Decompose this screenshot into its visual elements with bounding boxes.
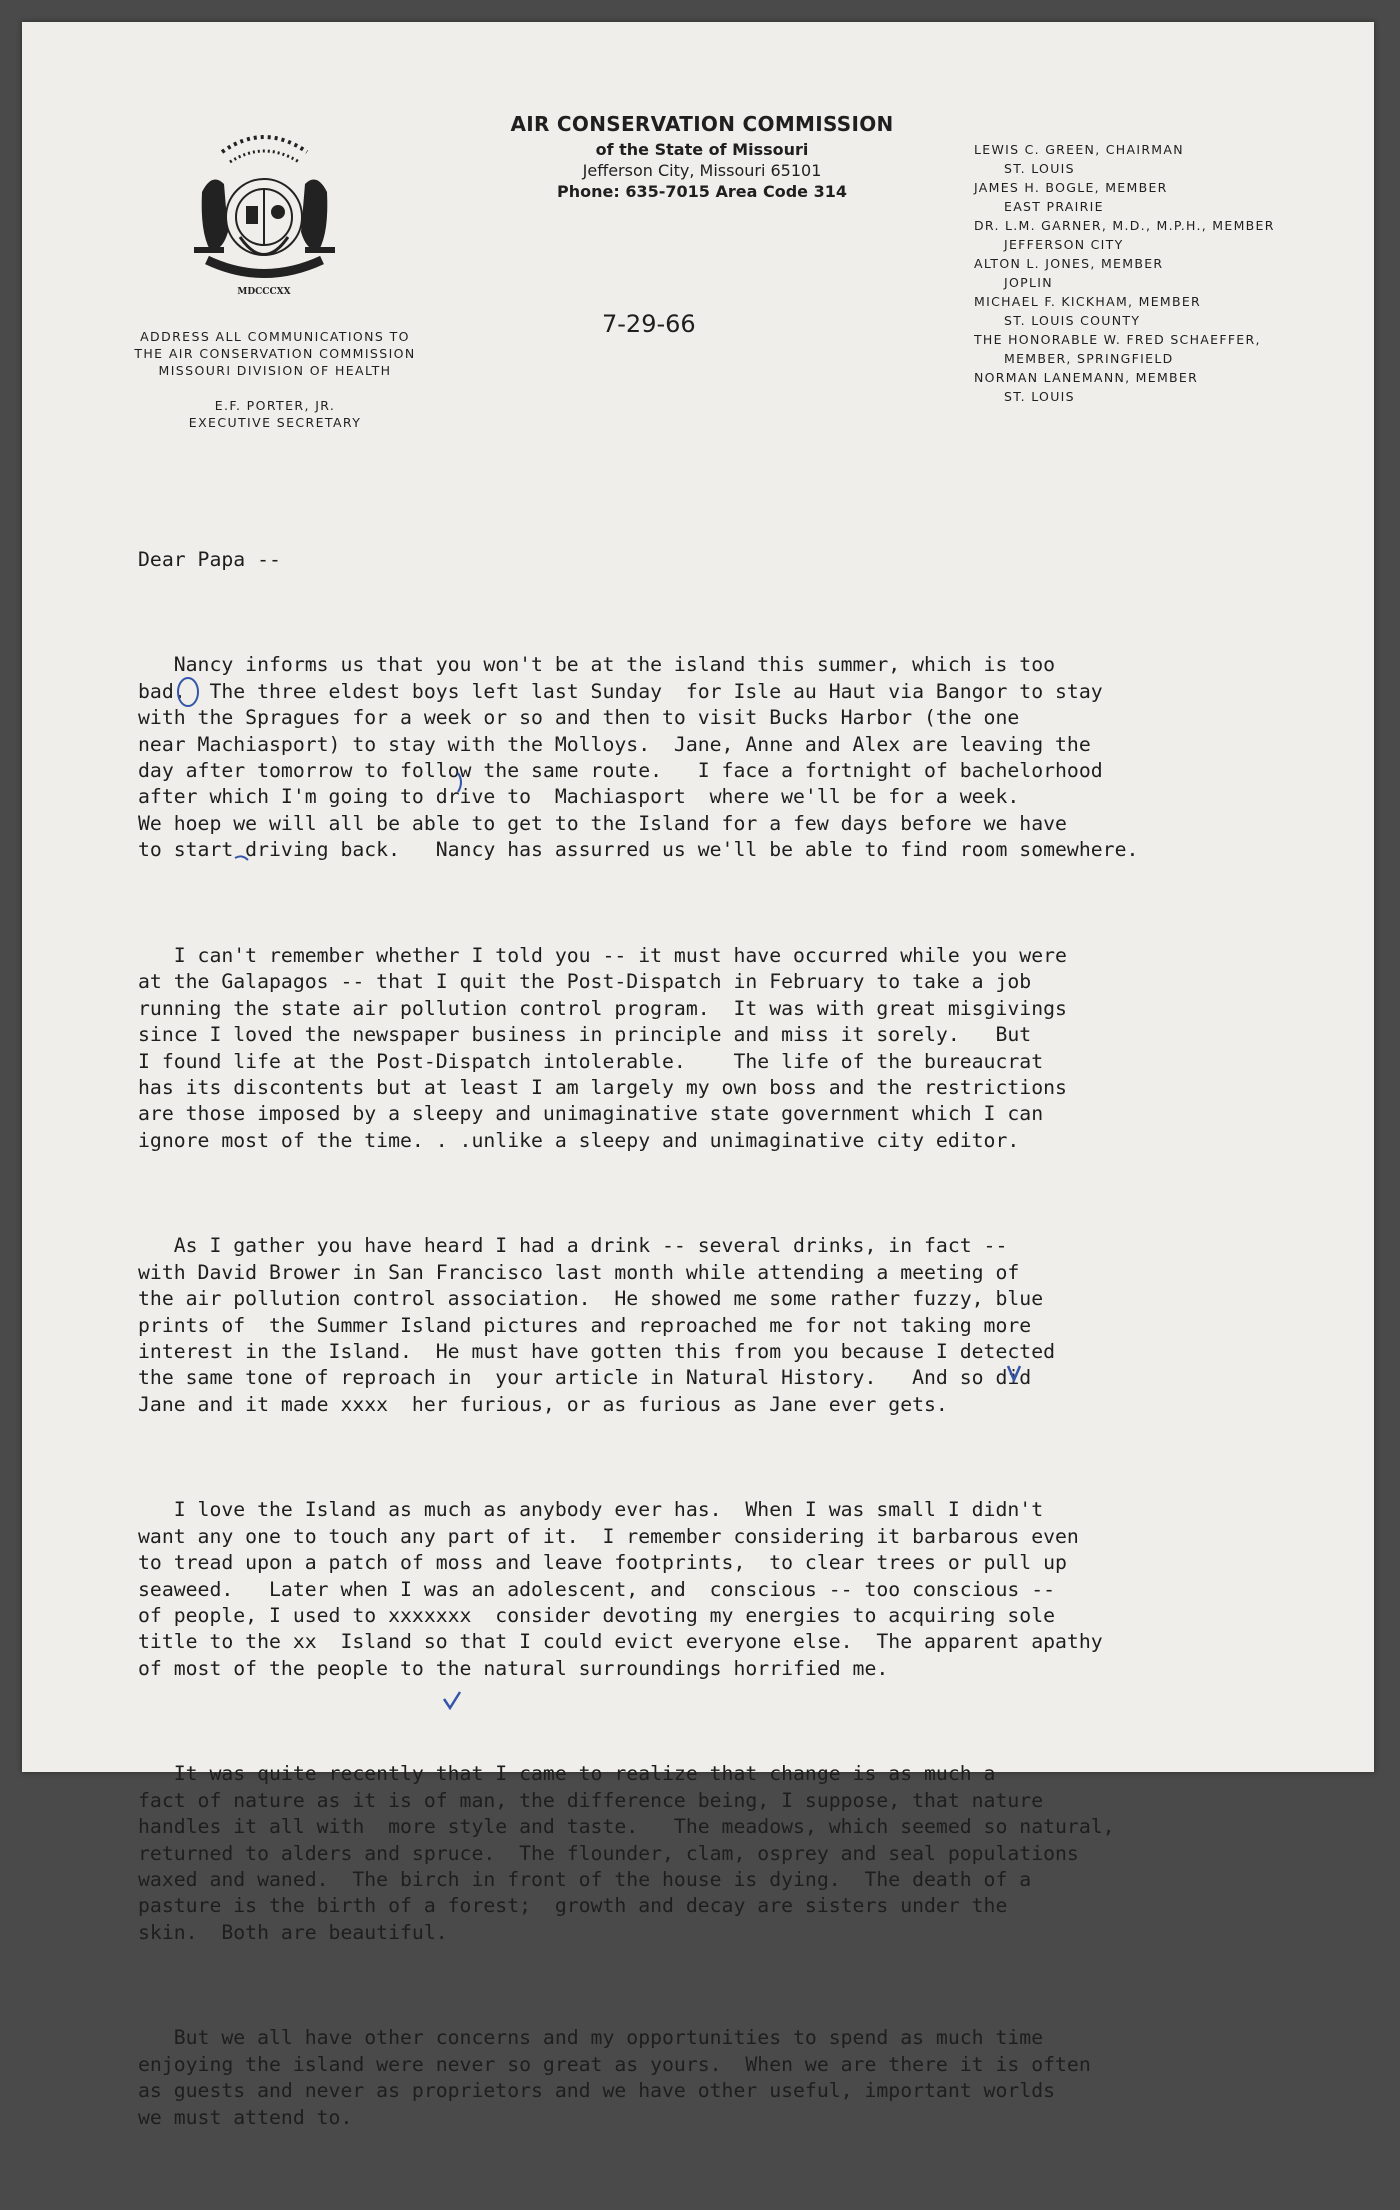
address-line: ADDRESS ALL COMMUNICATIONS TO xyxy=(140,329,410,344)
commission-title: AIR CONSERVATION COMMISSION xyxy=(510,112,894,136)
commission-city: Jefferson City, Missouri 65101 xyxy=(582,161,822,180)
member-place: EAST PRAIRIE xyxy=(1004,199,1104,214)
letter-body xyxy=(138,494,1288,2210)
letter-page xyxy=(22,22,1374,2129)
letter-date: 7-29-66 xyxy=(602,310,696,338)
missouri-seal-icon xyxy=(182,122,347,297)
paragraph: It was quite recently that I came to realize that change is as much a fact of nature as it is of man, the difference being, I suppose, that nature handles it all with more style and taste. The meadows, which seemed so natural, returned to alders and spruce. The flounder, clam, osprey and seal populations waxed and waned. The birch in front of the house is dying. The death of a pasture is the birth of a forest; growth and decay are sisters under the skin. Both are beautiful. xyxy=(138,1762,1115,1944)
secretary-name: E.F. PORTER, JR. xyxy=(214,398,336,413)
paragraph: Nancy informs us that you won't be at the island this summer, which is too bad. The three eldest boys left last Sunday for Isle au Haut via Bangor to stay with the Spragues for a week or so and then to visit Bucks Harbor (the one near Machiasport) to stay with the Molloys. Jane, Anne and Alex are leaving the day after tomorrow to follow the same route. I face a fortnight of bachelorhood after which I'm going to drive to Machiasport where we'll be for a week. We hoep we will all be able to get to the Island for a few days before we have to start driving back. Nancy has assurred us we'll be able to find room somewhere. xyxy=(138,653,1139,862)
letterhead xyxy=(482,112,922,203)
member-place: MEMBER, SPRINGFIELD xyxy=(1004,351,1174,366)
member-name: NORMAN LANEMANN, MEMBER xyxy=(974,370,1199,385)
member-name: MICHAEL F. KICKHAM, MEMBER xyxy=(974,294,1202,309)
address-line: MISSOURI DIVISION OF HEALTH xyxy=(158,363,392,378)
secretary-title: EXECUTIVE SECRETARY xyxy=(188,415,362,430)
paragraph: As I gather you have heard I had a drink -- several drinks, in fact -- with David Brower in San Francisco last month while attending a meeting of the air pollution control association. He showed me some rather fuzzy, blue prints of the Summer Island pictures and reproached me for not taking more interest in the Island. He must have gotten this from you because I detected the same tone of reproach in your article in Natural History. And so did Jane and it made xxxx her furious, or as furious as Jane ever gets. xyxy=(138,1234,1056,1416)
member-place: JEFFERSON CITY xyxy=(1004,237,1124,252)
member-list xyxy=(974,140,1354,406)
paragraph: I can't remember whether I told you -- it must have occurred while you were at the Galapagos -- that I quit the Post-Dispatch in February to take a job running the state air pollution control program. It was with great misgivings since I loved the newspaper business in principle and miss it sorely. But I found life at the Post-Dispatch intolerable. The life of the bureaucrat has its discontents but at least I am largely my own boss and the restrictions are those imposed by a sleepy and unimaginative state government which I can ignore most of the time. . .unlike a sleepy and unimaginative city editor. xyxy=(138,943,1067,1152)
member-place: ST. LOUIS xyxy=(1004,161,1075,176)
member-name: LEWIS C. GREEN, CHAIRMAN xyxy=(974,142,1184,157)
paragraph: I love the Island as much as anybody ever has. When I was small I didn't want any one to touch any part of it. I remember considering it barbarous even to tread upon a patch of moss and leave footprints, to clear trees or pull up seaweed. Later when I was an adolescent, and conscious -- too conscious -- of people, I used to xxxxxxx consider devoting my energies to acquiring sole title to the xx Island so that I could evict everyone else. The apparent apathy of most of the people to the natural surroundings horrified me. xyxy=(138,1498,1103,1680)
address-line: THE AIR CONSERVATION COMMISSION xyxy=(134,346,416,361)
member-place: JOPLIN xyxy=(1004,275,1053,290)
salutation: Dear Papa -- xyxy=(138,547,281,571)
member-place: ST. LOUIS xyxy=(1004,389,1075,404)
member-name: THE HONORABLE W. FRED SCHAEFFER, xyxy=(974,332,1261,347)
paragraph: But we all have other concerns and my opportunities to spend as much time enjoying the island were never so great as yours. When we are there it is often as guests and never as proprietors and we have other useful, important worlds we must attend to. xyxy=(138,2026,1091,2129)
member-name: ALTON L. JONES, MEMBER xyxy=(974,256,1164,271)
seal-year: MDCCCXX xyxy=(237,287,291,297)
address-block xyxy=(110,328,440,431)
commission-phone: Phone: 635-7015 Area Code 314 xyxy=(557,182,847,201)
commission-subtitle: of the State of Missouri xyxy=(595,140,809,159)
member-place: ST. LOUIS COUNTY xyxy=(1004,313,1141,328)
member-name: JAMES H. BOGLE, MEMBER xyxy=(974,180,1168,195)
member-name: DR. L.M. GARNER, M.D., M.P.H., MEMBER xyxy=(974,218,1275,233)
